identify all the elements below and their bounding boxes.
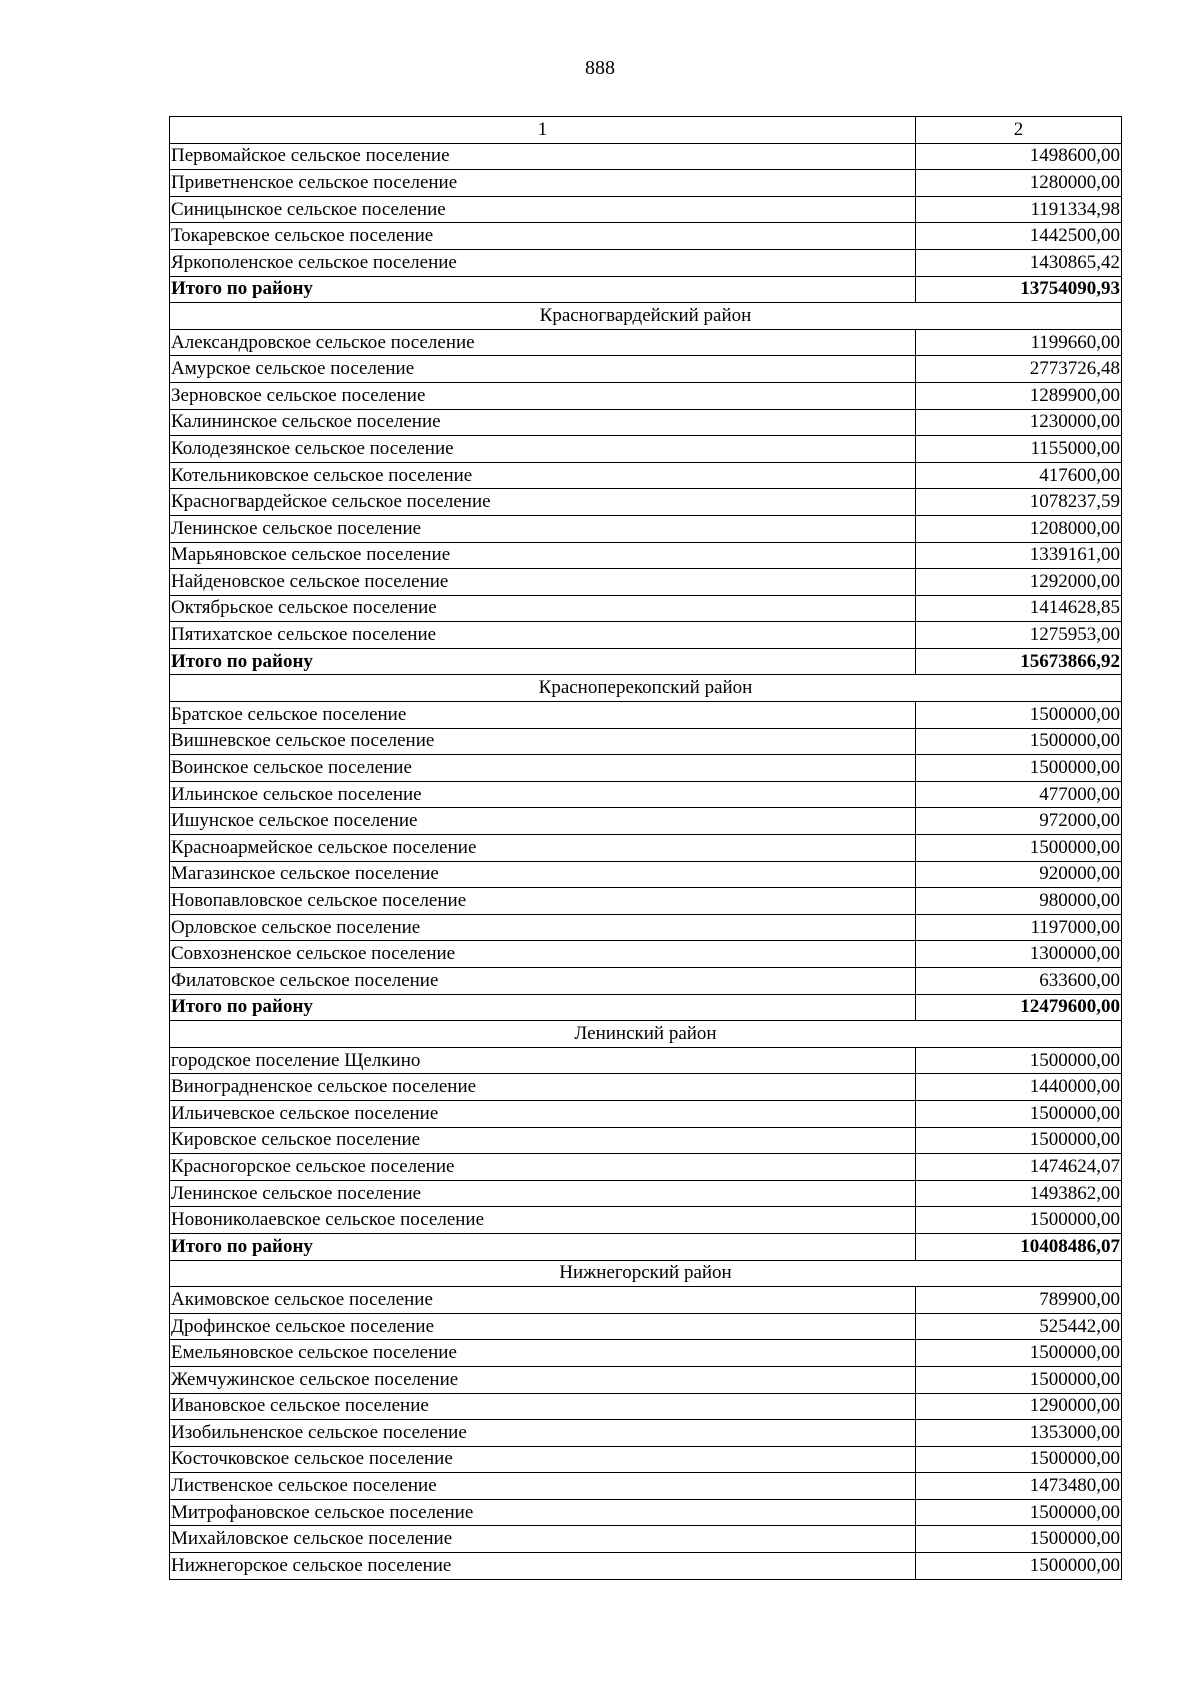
settlement-name: Ильинское сельское поселение bbox=[170, 781, 916, 808]
district-total-row bbox=[170, 1233, 1122, 1260]
settlement-amount: 1500000,00 bbox=[916, 1100, 1122, 1127]
settlement-amount: 1498600,00 bbox=[916, 143, 1122, 170]
total-label: Итого по району bbox=[170, 1233, 916, 1260]
settlement-amount: 1493862,00 bbox=[916, 1180, 1122, 1207]
table-row bbox=[170, 1553, 1122, 1580]
column-header-2: 2 bbox=[916, 117, 1122, 144]
table-row bbox=[170, 1180, 1122, 1207]
table-row bbox=[170, 249, 1122, 276]
settlement-amount: 1078237,59 bbox=[916, 489, 1122, 516]
table-row bbox=[170, 1499, 1122, 1526]
settlement-amount: 920000,00 bbox=[916, 861, 1122, 888]
table-row bbox=[170, 569, 1122, 596]
settlement-name: Новопавловское сельское поселение bbox=[170, 888, 916, 915]
settlement-name: Воинское сельское поселение bbox=[170, 755, 916, 782]
settlement-name: Зерновское сельское поселение bbox=[170, 382, 916, 409]
table-row bbox=[170, 1047, 1122, 1074]
settlement-amount: 1339161,00 bbox=[916, 542, 1122, 569]
table-row bbox=[170, 941, 1122, 968]
settlement-name: Ишунское сельское поселение bbox=[170, 808, 916, 835]
settlement-name: Магазинское сельское поселение bbox=[170, 861, 916, 888]
table-row bbox=[170, 223, 1122, 250]
settlement-amount: 1197000,00 bbox=[916, 914, 1122, 941]
settlement-name: Пятихатское сельское поселение bbox=[170, 622, 916, 649]
district-total-row bbox=[170, 994, 1122, 1021]
settlement-name: Токаревское сельское поселение bbox=[170, 223, 916, 250]
settlement-amount: 1500000,00 bbox=[916, 728, 1122, 755]
table-row bbox=[170, 196, 1122, 223]
settlement-amount: 1289900,00 bbox=[916, 382, 1122, 409]
settlement-name: Лиственское сельское поселение bbox=[170, 1473, 916, 1500]
district-name: Красногвардейский район bbox=[170, 303, 1122, 330]
column-header-1: 1 bbox=[170, 117, 916, 144]
district-total-row bbox=[170, 276, 1122, 303]
settlement-name: Колодезянское сельское поселение bbox=[170, 436, 916, 463]
table-row bbox=[170, 382, 1122, 409]
district-header-row bbox=[170, 1260, 1122, 1287]
settlement-name: Ивановское сельское поселение bbox=[170, 1393, 916, 1420]
table-row bbox=[170, 728, 1122, 755]
settlement-amount: 1500000,00 bbox=[916, 1446, 1122, 1473]
district-header-row bbox=[170, 675, 1122, 702]
table-row bbox=[170, 1074, 1122, 1101]
table-row bbox=[170, 781, 1122, 808]
settlement-amount: 1155000,00 bbox=[916, 436, 1122, 463]
table-row bbox=[170, 968, 1122, 995]
settlement-amount: 477000,00 bbox=[916, 781, 1122, 808]
table-row bbox=[170, 436, 1122, 463]
settlement-amount: 1353000,00 bbox=[916, 1420, 1122, 1447]
settlement-amount: 1208000,00 bbox=[916, 515, 1122, 542]
table-row bbox=[170, 914, 1122, 941]
table-row bbox=[170, 356, 1122, 383]
total-label: Итого по району bbox=[170, 276, 916, 303]
total-label: Итого по району bbox=[170, 994, 916, 1021]
settlement-amount: 1500000,00 bbox=[916, 1553, 1122, 1580]
settlement-name: Октябрьское сельское поселение bbox=[170, 595, 916, 622]
table-row bbox=[170, 1127, 1122, 1154]
settlement-amount: 1500000,00 bbox=[916, 755, 1122, 782]
settlement-amount: 417600,00 bbox=[916, 462, 1122, 489]
settlement-amount: 1440000,00 bbox=[916, 1074, 1122, 1101]
district-name: Нижнегорский район bbox=[170, 1260, 1122, 1287]
settlement-name: Приветненское сельское поселение bbox=[170, 170, 916, 197]
settlement-name: Изобильненское сельское поселение bbox=[170, 1420, 916, 1447]
table-row bbox=[170, 1100, 1122, 1127]
settlement-name: Емельяновское сельское поселение bbox=[170, 1340, 916, 1367]
settlement-amount: 1500000,00 bbox=[916, 1366, 1122, 1393]
settlement-name: Калининское сельское поселение bbox=[170, 409, 916, 436]
settlement-amount: 980000,00 bbox=[916, 888, 1122, 915]
settlement-amount: 1230000,00 bbox=[916, 409, 1122, 436]
settlement-name: Ленинское сельское поселение bbox=[170, 515, 916, 542]
table-row bbox=[170, 1287, 1122, 1314]
settlement-name: Марьяновское сельское поселение bbox=[170, 542, 916, 569]
table-row bbox=[170, 1526, 1122, 1553]
table-row bbox=[170, 409, 1122, 436]
settlement-amount: 525442,00 bbox=[916, 1313, 1122, 1340]
settlement-name: Котельниковское сельское поселение bbox=[170, 462, 916, 489]
settlement-amount: 633600,00 bbox=[916, 968, 1122, 995]
settlement-name: Ильичевское сельское поселение bbox=[170, 1100, 916, 1127]
settlement-amount: 1500000,00 bbox=[916, 1499, 1122, 1526]
settlement-name: Орловское сельское поселение bbox=[170, 914, 916, 941]
settlement-name: Жемчужинское сельское поселение bbox=[170, 1366, 916, 1393]
settlement-name: Филатовское сельское поселение bbox=[170, 968, 916, 995]
settlement-amount: 1500000,00 bbox=[916, 1340, 1122, 1367]
settlement-name: Ленинское сельское поселение bbox=[170, 1180, 916, 1207]
settlement-name: Синицынское сельское поселение bbox=[170, 196, 916, 223]
district-header-row bbox=[170, 1021, 1122, 1048]
settlement-amount: 1280000,00 bbox=[916, 170, 1122, 197]
total-amount: 10408486,07 bbox=[916, 1233, 1122, 1260]
settlement-amount: 1473480,00 bbox=[916, 1473, 1122, 1500]
settlement-amount: 1474624,07 bbox=[916, 1154, 1122, 1181]
settlement-name: Яркополенское сельское поселение bbox=[170, 249, 916, 276]
settlement-name: Нижнегорское сельское поселение bbox=[170, 1553, 916, 1580]
settlement-amount: 2773726,48 bbox=[916, 356, 1122, 383]
data-table bbox=[169, 116, 1122, 1580]
total-amount: 15673866,92 bbox=[916, 648, 1122, 675]
district-header-row bbox=[170, 303, 1122, 330]
table-body bbox=[170, 117, 1122, 1580]
settlement-amount: 1430865,42 bbox=[916, 249, 1122, 276]
settlement-name: Александровское сельское поселение bbox=[170, 329, 916, 356]
settlement-amount: 1500000,00 bbox=[916, 835, 1122, 862]
table-row bbox=[170, 329, 1122, 356]
settlement-name: Красногорское сельское поселение bbox=[170, 1154, 916, 1181]
settlement-amount: 1191334,98 bbox=[916, 196, 1122, 223]
settlement-name: Михайловское сельское поселение bbox=[170, 1526, 916, 1553]
table-row bbox=[170, 1313, 1122, 1340]
table-row bbox=[170, 622, 1122, 649]
settlement-amount: 1442500,00 bbox=[916, 223, 1122, 250]
district-name: Ленинский район bbox=[170, 1021, 1122, 1048]
settlement-name: Найденовское сельское поселение bbox=[170, 569, 916, 596]
settlement-name: Новониколаевское сельское поселение bbox=[170, 1207, 916, 1234]
table-row bbox=[170, 542, 1122, 569]
settlement-name: Совхозненское сельское поселение bbox=[170, 941, 916, 968]
settlement-name: Братское сельское поселение bbox=[170, 702, 916, 729]
settlement-name: Акимовское сельское поселение bbox=[170, 1287, 916, 1314]
settlement-amount: 1414628,85 bbox=[916, 595, 1122, 622]
table-row bbox=[170, 143, 1122, 170]
settlement-name: городское поселение Щелкино bbox=[170, 1047, 916, 1074]
table-row bbox=[170, 888, 1122, 915]
settlement-amount: 1290000,00 bbox=[916, 1393, 1122, 1420]
table-row bbox=[170, 170, 1122, 197]
table-row bbox=[170, 1420, 1122, 1447]
settlement-name: Косточковское сельское поселение bbox=[170, 1446, 916, 1473]
table-row bbox=[170, 835, 1122, 862]
table-row bbox=[170, 1154, 1122, 1181]
table-header-row bbox=[170, 117, 1122, 144]
table-row bbox=[170, 595, 1122, 622]
table-row bbox=[170, 462, 1122, 489]
table-row bbox=[170, 1340, 1122, 1367]
table-row bbox=[170, 755, 1122, 782]
table-row bbox=[170, 1393, 1122, 1420]
settlement-amount: 1500000,00 bbox=[916, 1047, 1122, 1074]
district-name: Красноперекопский район bbox=[170, 675, 1122, 702]
settlement-name: Красногвардейское сельское поселение bbox=[170, 489, 916, 516]
table-row bbox=[170, 1473, 1122, 1500]
settlement-name: Вишневское сельское поселение bbox=[170, 728, 916, 755]
total-amount: 12479600,00 bbox=[916, 994, 1122, 1021]
settlement-name: Дрофинское сельское поселение bbox=[170, 1313, 916, 1340]
settlement-amount: 1500000,00 bbox=[916, 702, 1122, 729]
settlement-amount: 1292000,00 bbox=[916, 569, 1122, 596]
table-row bbox=[170, 861, 1122, 888]
settlement-name: Красноармейское сельское поселение bbox=[170, 835, 916, 862]
settlement-name: Митрофановское сельское поселение bbox=[170, 1499, 916, 1526]
table-row bbox=[170, 1446, 1122, 1473]
settlement-amount: 1199660,00 bbox=[916, 329, 1122, 356]
total-amount: 13754090,93 bbox=[916, 276, 1122, 303]
table-row bbox=[170, 1207, 1122, 1234]
settlement-amount: 1275953,00 bbox=[916, 622, 1122, 649]
settlement-name: Виноградненское сельское поселение bbox=[170, 1074, 916, 1101]
table-row bbox=[170, 808, 1122, 835]
table-row bbox=[170, 1366, 1122, 1393]
settlement-amount: 789900,00 bbox=[916, 1287, 1122, 1314]
settlement-name: Кировское сельское поселение bbox=[170, 1127, 916, 1154]
settlement-amount: 1500000,00 bbox=[916, 1127, 1122, 1154]
settlement-name: Первомайское сельское поселение bbox=[170, 143, 916, 170]
table-row bbox=[170, 515, 1122, 542]
page-number: 888 bbox=[585, 57, 615, 79]
table-row bbox=[170, 702, 1122, 729]
table-row bbox=[170, 489, 1122, 516]
total-label: Итого по району bbox=[170, 648, 916, 675]
district-total-row bbox=[170, 648, 1122, 675]
settlement-amount: 972000,00 bbox=[916, 808, 1122, 835]
settlement-amount: 1500000,00 bbox=[916, 1526, 1122, 1553]
settlement-amount: 1500000,00 bbox=[916, 1207, 1122, 1234]
settlement-amount: 1300000,00 bbox=[916, 941, 1122, 968]
settlement-name: Амурское сельское поселение bbox=[170, 356, 916, 383]
